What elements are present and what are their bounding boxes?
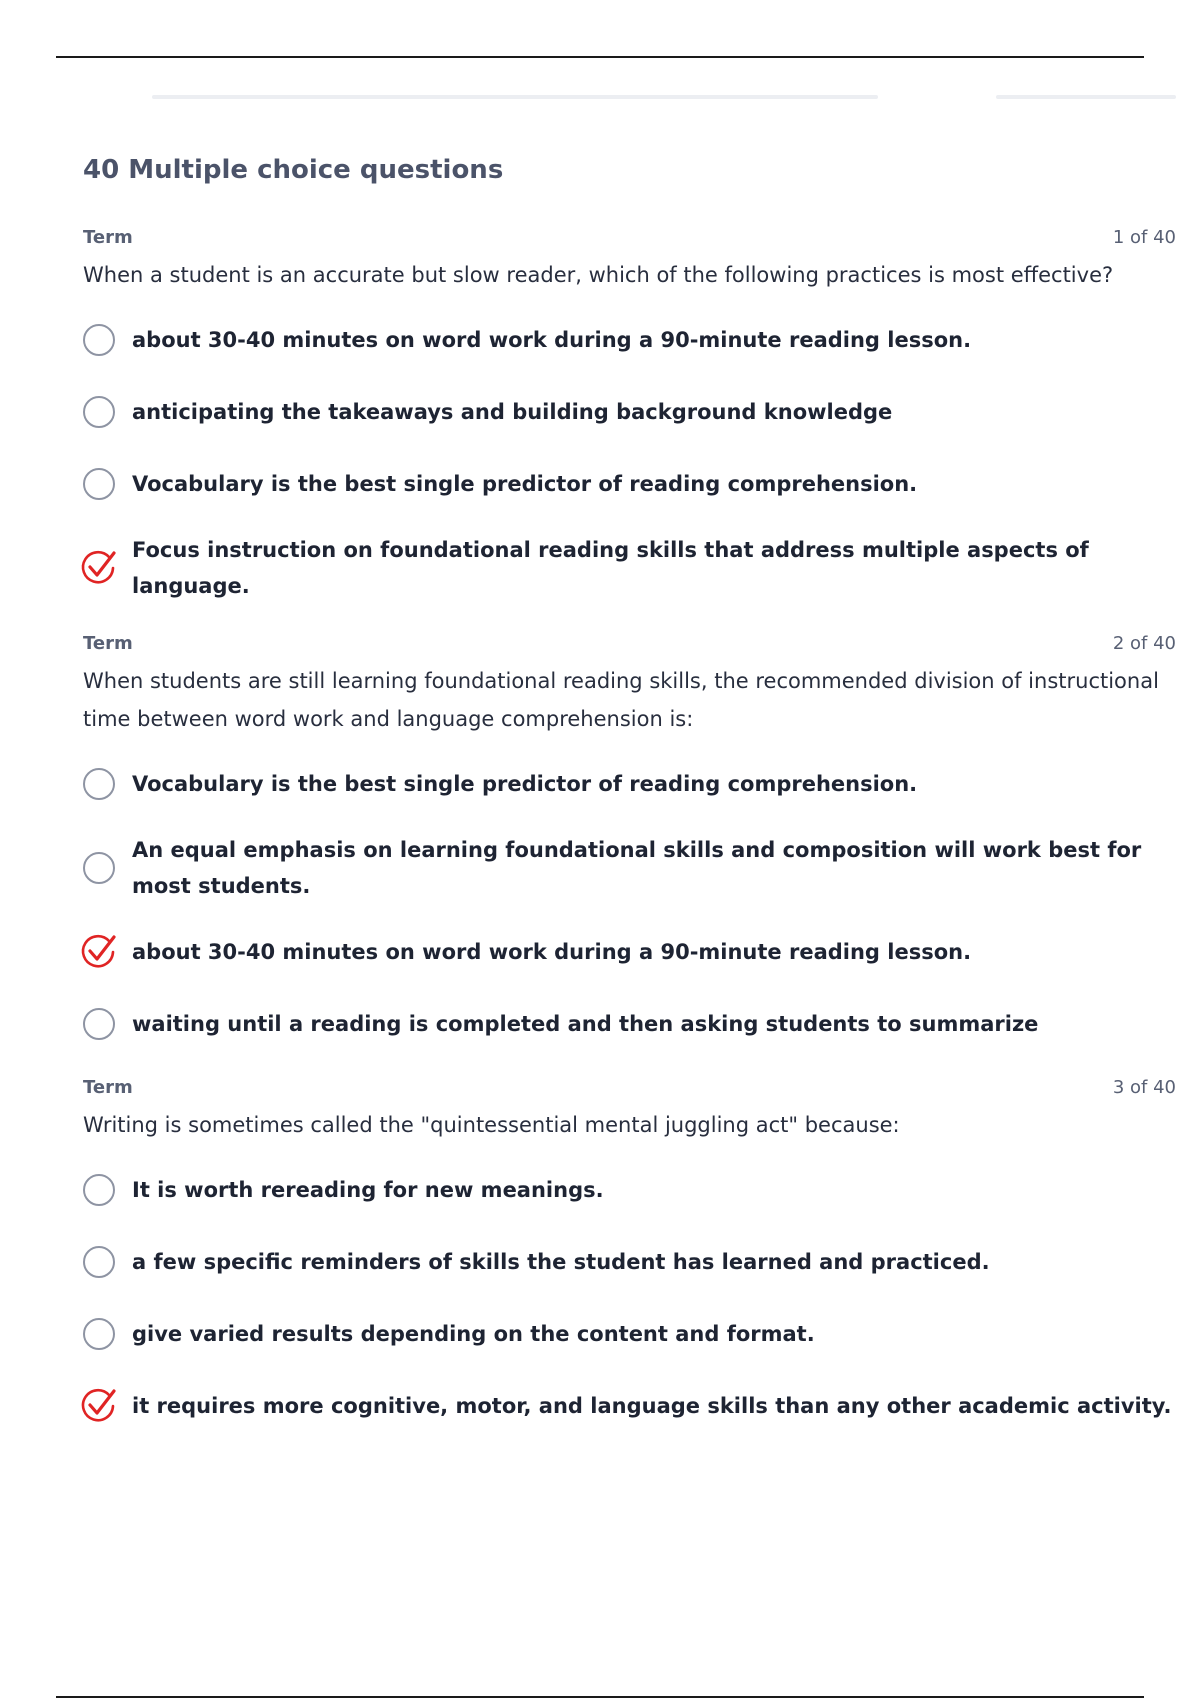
radio-circle-icon[interactable]: [83, 1008, 115, 1040]
question-header: [83, 1074, 1176, 1100]
answer-option[interactable]: [83, 448, 1176, 520]
option-label: anticipating the takeaways and building background knowledge: [132, 400, 893, 424]
term-label: Term: [83, 632, 133, 654]
faded-bar-right: [996, 95, 1176, 99]
page-title: 40 Multiple choice questions: [83, 155, 504, 185]
question-counter: 1 of 40: [1112, 226, 1176, 248]
answer-option[interactable]: [83, 304, 1176, 376]
question-text: When a student is an accurate but slow reader, which of the following practices is most effective?: [83, 263, 1114, 287]
red-check-circle-icon[interactable]: [79, 548, 119, 588]
term-label: Term: [83, 226, 133, 248]
faded-bar-left: [152, 95, 878, 99]
question-header: [83, 630, 1176, 656]
option-label: Vocabulary is the best single predictor of reading comprehension.: [132, 772, 918, 796]
radio-circle-icon[interactable]: [83, 852, 115, 884]
radio-circle-icon[interactable]: [83, 1246, 115, 1278]
question-text: Writing is sometimes called the "quintessential mental juggling act" because:: [83, 1113, 900, 1137]
options-list: [83, 304, 1176, 616]
radio-circle-icon[interactable]: [83, 1318, 115, 1350]
answer-option[interactable]: [83, 916, 1176, 988]
red-check-circle-icon[interactable]: [79, 1386, 119, 1426]
option-label: about 30-40 minutes on word work during a 90-minute reading lesson.: [132, 328, 972, 352]
answer-option[interactable]: [83, 1298, 1176, 1370]
answer-option[interactable]: [83, 376, 1176, 448]
option-label: waiting until a reading is completed and then asking students to summarize: [132, 1012, 1039, 1036]
question-header: [83, 224, 1176, 250]
question-1: [83, 224, 1176, 616]
top-divider: [56, 56, 1144, 58]
question-3: [83, 1074, 1176, 1442]
answer-option[interactable]: [83, 520, 1176, 616]
option-label: Focus instruction on foundational reading skills that address multiple aspects of language.: [132, 538, 1089, 598]
answer-option[interactable]: [83, 1226, 1176, 1298]
answer-option[interactable]: [83, 748, 1176, 820]
option-label: a few specific reminders of skills the student has learned and practiced.: [132, 1250, 990, 1274]
question-2: [83, 630, 1176, 1060]
option-label: An equal emphasis on learning foundational skills and composition will work best for most students.: [132, 838, 1142, 898]
radio-circle-icon[interactable]: [83, 1174, 115, 1206]
quiz-content: [83, 150, 1176, 1442]
option-label: Vocabulary is the best single predictor of reading comprehension.: [132, 472, 918, 496]
red-check-circle-icon[interactable]: [79, 932, 119, 972]
question-counter: 3 of 40: [1112, 1076, 1176, 1098]
radio-circle-icon[interactable]: [83, 396, 115, 428]
radio-circle-icon[interactable]: [83, 768, 115, 800]
option-label: give varied results depending on the content and format.: [132, 1322, 815, 1346]
answer-option[interactable]: [83, 820, 1176, 916]
question-counter: 2 of 40: [1112, 632, 1176, 654]
options-list: [83, 748, 1176, 1060]
option-label: it requires more cognitive, motor, and language skills than any other academic activity.: [132, 1394, 1172, 1418]
answer-option[interactable]: [83, 1154, 1176, 1226]
bottom-divider: [56, 1696, 1144, 1698]
radio-circle-icon[interactable]: [83, 324, 115, 356]
option-label: It is worth rereading for new meanings.: [132, 1178, 604, 1202]
options-list: [83, 1154, 1176, 1442]
question-text: When students are still learning foundational reading skills, the recommended division of instructional time between word work and language comprehension is:: [83, 669, 1159, 731]
radio-circle-icon[interactable]: [83, 468, 115, 500]
answer-option[interactable]: [83, 1370, 1176, 1442]
term-label: Term: [83, 1076, 133, 1098]
answer-option[interactable]: [83, 988, 1176, 1060]
option-label: about 30-40 minutes on word work during a 90-minute reading lesson.: [132, 940, 972, 964]
